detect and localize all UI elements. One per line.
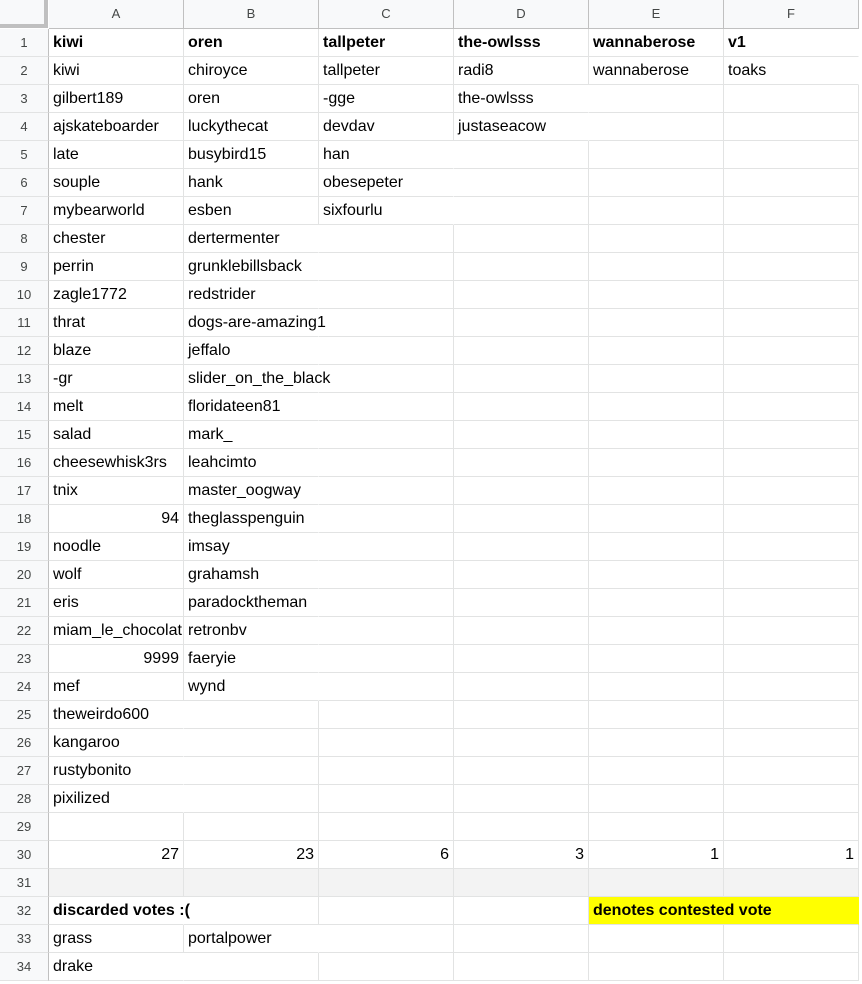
cell-f19[interactable] — [724, 533, 859, 561]
cell-f9[interactable] — [724, 253, 859, 281]
cell-e29[interactable] — [589, 813, 724, 841]
cell-d25[interactable] — [454, 701, 589, 729]
cell-d29[interactable] — [454, 813, 589, 841]
row-header-11[interactable]: 11 — [0, 309, 49, 337]
cell-b19[interactable]: imsay — [184, 533, 319, 561]
cell-d18[interactable] — [454, 505, 589, 533]
cell-d5[interactable] — [454, 141, 589, 169]
cell-c6[interactable]: obesepeter — [319, 169, 454, 197]
cell-c19[interactable] — [319, 533, 454, 561]
cell-f5[interactable] — [724, 141, 859, 169]
cell-c29[interactable] — [319, 813, 454, 841]
row-header-31[interactable]: 31 — [0, 869, 49, 897]
cell-b10[interactable]: redstrider — [184, 281, 319, 309]
cell-a31[interactable] — [49, 869, 184, 897]
cell-c15[interactable] — [319, 421, 454, 449]
row-header-27[interactable]: 27 — [0, 757, 49, 785]
row-header-2[interactable]: 2 — [0, 57, 49, 85]
cell-f22[interactable] — [724, 617, 859, 645]
cell-f13[interactable] — [724, 365, 859, 393]
cell-b8[interactable]: dertermenter — [184, 225, 319, 253]
cell-b20[interactable]: grahamsh — [184, 561, 319, 589]
cell-b13[interactable]: slider_on_the_black — [184, 365, 319, 393]
row-header-6[interactable]: 6 — [0, 169, 49, 197]
cell-f29[interactable] — [724, 813, 859, 841]
row-header-18[interactable]: 18 — [0, 505, 49, 533]
cell-b31[interactable] — [184, 869, 319, 897]
cell-f23[interactable] — [724, 645, 859, 673]
cell-a6[interactable]: souple — [49, 169, 184, 197]
row-header-32[interactable]: 32 — [0, 897, 49, 925]
cell-c12[interactable] — [319, 337, 454, 365]
cell-f26[interactable] — [724, 729, 859, 757]
cell-d7[interactable] — [454, 197, 589, 225]
cell-a4[interactable]: ajskateboarder — [49, 113, 184, 141]
cell-e1[interactable]: wannaberose — [589, 29, 724, 57]
column-header-b[interactable]: B — [184, 0, 319, 29]
cell-f8[interactable] — [724, 225, 859, 253]
cell-c9[interactable] — [319, 253, 454, 281]
cell-e30[interactable]: 1 — [589, 841, 724, 869]
cell-b7[interactable]: esben — [184, 197, 319, 225]
cell-a32[interactable]: discarded votes :( — [49, 897, 184, 925]
cell-a23[interactable]: 9999 — [49, 645, 184, 673]
cell-d24[interactable] — [454, 673, 589, 701]
cell-a27[interactable]: rustybonito — [49, 757, 184, 785]
cell-b12[interactable]: jeffalo — [184, 337, 319, 365]
cell-c21[interactable] — [319, 589, 454, 617]
cell-f33[interactable] — [724, 925, 859, 953]
cell-e22[interactable] — [589, 617, 724, 645]
cell-a13[interactable]: -gr — [49, 365, 184, 393]
cell-f10[interactable] — [724, 281, 859, 309]
cell-b26[interactable] — [184, 729, 319, 757]
cell-f7[interactable] — [724, 197, 859, 225]
cell-c4[interactable]: devdav — [319, 113, 454, 141]
cell-b34[interactable] — [184, 953, 319, 981]
cell-e2[interactable]: wannaberose — [589, 57, 724, 85]
cell-a12[interactable]: blaze — [49, 337, 184, 365]
cell-a14[interactable]: melt — [49, 393, 184, 421]
cell-f30[interactable]: 1 — [724, 841, 859, 869]
cell-f18[interactable] — [724, 505, 859, 533]
cell-c16[interactable] — [319, 449, 454, 477]
cell-f17[interactable] — [724, 477, 859, 505]
cell-c5[interactable]: han — [319, 141, 454, 169]
cell-f21[interactable] — [724, 589, 859, 617]
cell-f24[interactable] — [724, 673, 859, 701]
cell-b15[interactable]: mark_ — [184, 421, 319, 449]
cell-a8[interactable]: chester — [49, 225, 184, 253]
cell-b28[interactable] — [184, 785, 319, 813]
cell-a30[interactable]: 27 — [49, 841, 184, 869]
cell-e13[interactable] — [589, 365, 724, 393]
cell-c13[interactable] — [319, 365, 454, 393]
cell-c24[interactable] — [319, 673, 454, 701]
cell-c8[interactable] — [319, 225, 454, 253]
cell-b6[interactable]: hank — [184, 169, 319, 197]
cell-c23[interactable] — [319, 645, 454, 673]
cell-d31[interactable] — [454, 869, 589, 897]
cell-a10[interactable]: zagle1772 — [49, 281, 184, 309]
cell-f2[interactable]: toaks — [724, 57, 859, 85]
row-header-19[interactable]: 19 — [0, 533, 49, 561]
cell-a20[interactable]: wolf — [49, 561, 184, 589]
cell-e34[interactable] — [589, 953, 724, 981]
cell-f31[interactable] — [724, 869, 859, 897]
cell-a22[interactable]: miam_le_chocolat — [49, 617, 184, 645]
cell-d6[interactable] — [454, 169, 589, 197]
row-header-8[interactable]: 8 — [0, 225, 49, 253]
cell-e26[interactable] — [589, 729, 724, 757]
cell-d33[interactable] — [454, 925, 589, 953]
cell-c32[interactable] — [319, 897, 454, 925]
cell-a1[interactable]: kiwi — [49, 29, 184, 57]
cell-e6[interactable] — [589, 169, 724, 197]
cell-a5[interactable]: late — [49, 141, 184, 169]
cell-d21[interactable] — [454, 589, 589, 617]
cell-c20[interactable] — [319, 561, 454, 589]
cell-e8[interactable] — [589, 225, 724, 253]
cell-c17[interactable] — [319, 477, 454, 505]
cell-b30[interactable]: 23 — [184, 841, 319, 869]
cell-c33[interactable] — [319, 925, 454, 953]
row-header-24[interactable]: 24 — [0, 673, 49, 701]
cell-d30[interactable]: 3 — [454, 841, 589, 869]
cell-d2[interactable]: radi8 — [454, 57, 589, 85]
cell-c34[interactable] — [319, 953, 454, 981]
cell-a26[interactable]: kangaroo — [49, 729, 184, 757]
row-header-23[interactable]: 23 — [0, 645, 49, 673]
row-header-30[interactable]: 30 — [0, 841, 49, 869]
cell-e31[interactable] — [589, 869, 724, 897]
cell-d19[interactable] — [454, 533, 589, 561]
cell-d10[interactable] — [454, 281, 589, 309]
column-header-a[interactable]: A — [49, 0, 184, 29]
cell-e28[interactable] — [589, 785, 724, 813]
cell-c3[interactable]: -gge — [319, 85, 454, 113]
cell-c7[interactable]: sixfourlu — [319, 197, 454, 225]
cell-b32[interactable] — [184, 897, 319, 925]
cell-e25[interactable] — [589, 701, 724, 729]
contested-vote-legend[interactable]: denotes contested vote — [589, 897, 859, 925]
cell-c22[interactable] — [319, 617, 454, 645]
cell-d12[interactable] — [454, 337, 589, 365]
row-header-17[interactable]: 17 — [0, 477, 49, 505]
row-header-7[interactable]: 7 — [0, 197, 49, 225]
cell-e4[interactable] — [589, 113, 724, 141]
cell-e11[interactable] — [589, 309, 724, 337]
row-header-1[interactable]: 1 — [0, 29, 49, 57]
row-header-15[interactable]: 15 — [0, 421, 49, 449]
cell-c1[interactable]: tallpeter — [319, 29, 454, 57]
row-header-20[interactable]: 20 — [0, 561, 49, 589]
cell-a2[interactable]: kiwi — [49, 57, 184, 85]
cell-a19[interactable]: noodle — [49, 533, 184, 561]
cell-f11[interactable] — [724, 309, 859, 337]
cell-f16[interactable] — [724, 449, 859, 477]
cell-d17[interactable] — [454, 477, 589, 505]
cell-d16[interactable] — [454, 449, 589, 477]
column-header-d[interactable]: D — [454, 0, 589, 29]
cell-f20[interactable] — [724, 561, 859, 589]
cell-c28[interactable] — [319, 785, 454, 813]
cell-e20[interactable] — [589, 561, 724, 589]
cell-a28[interactable]: pixilized — [49, 785, 184, 813]
cell-f6[interactable] — [724, 169, 859, 197]
cell-d14[interactable] — [454, 393, 589, 421]
column-header-f[interactable]: F — [724, 0, 859, 29]
row-header-4[interactable]: 4 — [0, 113, 49, 141]
row-header-5[interactable]: 5 — [0, 141, 49, 169]
row-header-33[interactable]: 33 — [0, 925, 49, 953]
row-header-14[interactable]: 14 — [0, 393, 49, 421]
cell-c27[interactable] — [319, 757, 454, 785]
cell-b29[interactable] — [184, 813, 319, 841]
cell-c14[interactable] — [319, 393, 454, 421]
cell-f4[interactable] — [724, 113, 859, 141]
cell-b21[interactable]: paradocktheman — [184, 589, 319, 617]
row-header-9[interactable]: 9 — [0, 253, 49, 281]
cell-d9[interactable] — [454, 253, 589, 281]
cell-f14[interactable] — [724, 393, 859, 421]
cell-e10[interactable] — [589, 281, 724, 309]
cell-e17[interactable] — [589, 477, 724, 505]
cell-c11[interactable] — [319, 309, 454, 337]
cell-e24[interactable] — [589, 673, 724, 701]
row-header-21[interactable]: 21 — [0, 589, 49, 617]
cell-b4[interactable]: luckythecat — [184, 113, 319, 141]
cell-c26[interactable] — [319, 729, 454, 757]
cell-b1[interactable]: oren — [184, 29, 319, 57]
cell-d8[interactable] — [454, 225, 589, 253]
row-header-26[interactable]: 26 — [0, 729, 49, 757]
cell-a21[interactable]: eris — [49, 589, 184, 617]
row-header-29[interactable]: 29 — [0, 813, 49, 841]
cell-b33[interactable]: portalpower — [184, 925, 319, 953]
cell-b27[interactable] — [184, 757, 319, 785]
column-header-c[interactable]: C — [319, 0, 454, 29]
cell-d28[interactable] — [454, 785, 589, 813]
cell-c30[interactable]: 6 — [319, 841, 454, 869]
cell-c10[interactable] — [319, 281, 454, 309]
cell-d26[interactable] — [454, 729, 589, 757]
cell-a7[interactable]: mybearworld — [49, 197, 184, 225]
cell-e12[interactable] — [589, 337, 724, 365]
cell-b9[interactable]: grunklebillsback — [184, 253, 319, 281]
row-header-22[interactable]: 22 — [0, 617, 49, 645]
cell-a11[interactable]: thrat — [49, 309, 184, 337]
cell-a18[interactable]: 94 — [49, 505, 184, 533]
row-header-25[interactable]: 25 — [0, 701, 49, 729]
cell-b14[interactable]: floridateen81 — [184, 393, 319, 421]
cell-c31[interactable] — [319, 869, 454, 897]
cell-f1[interactable]: v1 — [724, 29, 859, 57]
cell-e14[interactable] — [589, 393, 724, 421]
cell-f12[interactable] — [724, 337, 859, 365]
cell-d27[interactable] — [454, 757, 589, 785]
cell-b2[interactable]: chiroyce — [184, 57, 319, 85]
row-header-12[interactable]: 12 — [0, 337, 49, 365]
cell-b25[interactable] — [184, 701, 319, 729]
cell-a29[interactable] — [49, 813, 184, 841]
cell-a25[interactable]: theweirdo600 — [49, 701, 184, 729]
cell-a15[interactable]: salad — [49, 421, 184, 449]
cell-b17[interactable]: master_oogway — [184, 477, 319, 505]
cell-b16[interactable]: leahcimto — [184, 449, 319, 477]
cell-f15[interactable] — [724, 421, 859, 449]
cell-b5[interactable]: busybird15 — [184, 141, 319, 169]
row-header-13[interactable]: 13 — [0, 365, 49, 393]
cell-e27[interactable] — [589, 757, 724, 785]
cell-e15[interactable] — [589, 421, 724, 449]
cell-e9[interactable] — [589, 253, 724, 281]
cell-b11[interactable]: dogs-are-amazing1 — [184, 309, 319, 337]
row-header-34[interactable]: 34 — [0, 953, 49, 981]
column-header-e[interactable]: E — [589, 0, 724, 29]
row-header-28[interactable]: 28 — [0, 785, 49, 813]
cell-c25[interactable] — [319, 701, 454, 729]
cell-d15[interactable] — [454, 421, 589, 449]
cell-a33[interactable]: grass — [49, 925, 184, 953]
cell-f25[interactable] — [724, 701, 859, 729]
cell-f3[interactable] — [724, 85, 859, 113]
row-header-3[interactable]: 3 — [0, 85, 49, 113]
row-header-16[interactable]: 16 — [0, 449, 49, 477]
cell-f34[interactable] — [724, 953, 859, 981]
cell-e3[interactable] — [589, 85, 724, 113]
cell-a9[interactable]: perrin — [49, 253, 184, 281]
cell-d3[interactable]: the-owlsss — [454, 85, 589, 113]
cell-e18[interactable] — [589, 505, 724, 533]
cell-e16[interactable] — [589, 449, 724, 477]
cell-e21[interactable] — [589, 589, 724, 617]
select-all-corner[interactable] — [0, 0, 48, 28]
cell-e23[interactable] — [589, 645, 724, 673]
cell-e19[interactable] — [589, 533, 724, 561]
cell-f28[interactable] — [724, 785, 859, 813]
cell-b3[interactable]: oren — [184, 85, 319, 113]
cell-d20[interactable] — [454, 561, 589, 589]
cell-f27[interactable] — [724, 757, 859, 785]
cell-b23[interactable]: faeryie — [184, 645, 319, 673]
cell-c2[interactable]: tallpeter — [319, 57, 454, 85]
cell-d1[interactable]: the-owlsss — [454, 29, 589, 57]
cell-d32[interactable] — [454, 897, 589, 925]
cell-a3[interactable]: gilbert189 — [49, 85, 184, 113]
row-header-10[interactable]: 10 — [0, 281, 49, 309]
cell-b22[interactable]: retronbv — [184, 617, 319, 645]
cell-c18[interactable] — [319, 505, 454, 533]
cell-b18[interactable]: theglasspenguin — [184, 505, 319, 533]
cell-d22[interactable] — [454, 617, 589, 645]
cell-d11[interactable] — [454, 309, 589, 337]
cell-a24[interactable]: mef — [49, 673, 184, 701]
cell-d34[interactable] — [454, 953, 589, 981]
cell-e7[interactable] — [589, 197, 724, 225]
cell-e5[interactable] — [589, 141, 724, 169]
cell-a17[interactable]: tnix — [49, 477, 184, 505]
cell-d4[interactable]: justaseacow — [454, 113, 589, 141]
cell-d23[interactable] — [454, 645, 589, 673]
cell-a34[interactable]: drake — [49, 953, 184, 981]
cell-d13[interactable] — [454, 365, 589, 393]
cell-e33[interactable] — [589, 925, 724, 953]
cell-a16[interactable]: cheesewhisk3rs — [49, 449, 184, 477]
cell-b24[interactable]: wynd — [184, 673, 319, 701]
